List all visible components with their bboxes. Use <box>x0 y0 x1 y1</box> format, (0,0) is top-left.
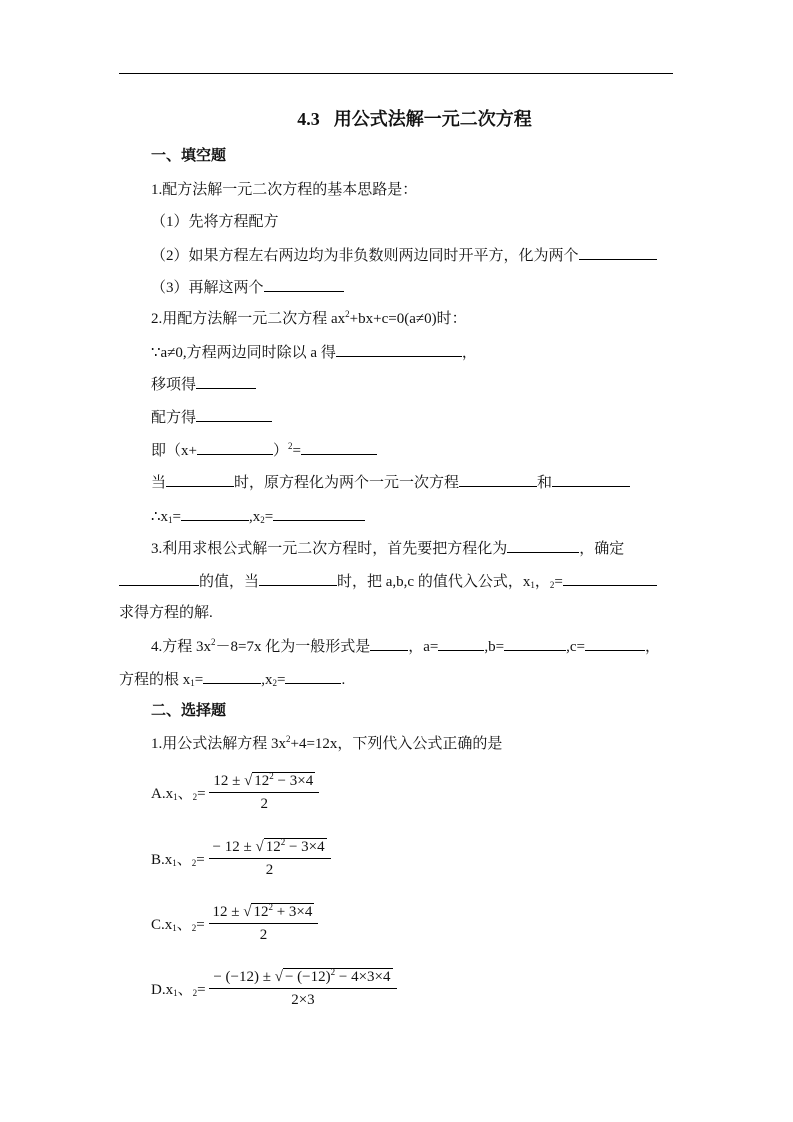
q2-line5-text: 时，原方程化为两个一元一次方程 <box>234 475 460 491</box>
option-d-label: $D.x_1$、$_2$= <box>151 982 206 998</box>
q3-line2-text: 的值，当 <box>199 574 260 590</box>
page-title <box>0 105 793 131</box>
mc-q1-stem-text: +4=12x，下列代入公式正确的是 <box>290 736 503 752</box>
q2-line2-text: 移项得 <box>151 377 197 393</box>
q2-line6-text: ∴x <box>151 509 169 525</box>
answer-blank[interactable] <box>166 472 234 487</box>
q1-step1: （1）先将方程配方 <box>151 214 279 230</box>
superscript: 2 <box>286 734 291 744</box>
q3-line2-text: = <box>554 574 563 590</box>
q4-line2-text: = <box>194 672 204 688</box>
answer-blank[interactable] <box>264 277 344 292</box>
q1-step2-text: （2）如果方程左右两边均为非负数则两边同时开平方，化为两个 <box>151 248 579 264</box>
q2-line2 <box>151 374 256 395</box>
q2-line6 <box>151 506 365 527</box>
denominator: 2 <box>260 796 269 812</box>
option-d[interactable] <box>151 968 397 1009</box>
section-heading-multiple-choice: 二、选择题 <box>151 702 227 719</box>
q4-line2-text: ,x <box>261 672 273 688</box>
answer-blank[interactable] <box>585 636 645 651</box>
sqrt-icon: √ $12^2 - 3\times 4$ <box>244 771 314 789</box>
denominator: 2×3 <box>291 992 315 1008</box>
q2-line6-text: = <box>264 509 274 525</box>
sqrt-icon: √ − $(-12)^2 - 4\times 3\times 4$ <box>274 967 391 985</box>
answer-blank[interactable] <box>504 636 566 651</box>
q2-line3 <box>151 407 272 428</box>
q3-line1 <box>151 538 624 559</box>
subscript: 1 <box>530 580 535 590</box>
q1-step3 <box>151 277 344 298</box>
q4-line1 <box>151 636 660 657</box>
q3-line1-text: 3.利用求根公式解一元二次方程时，首先要把方程化为 <box>151 541 508 557</box>
subscript: 1 <box>168 515 173 525</box>
q2-line5-text: 和 <box>537 475 553 491</box>
option-b-label: $B.x_1$、$_2$= <box>151 852 205 868</box>
sqrt-icon: √ $12^2 + 3\times 4$ <box>243 902 313 920</box>
option-c-label: $C.x_1$、$_2$= <box>151 917 205 933</box>
denominator: 2 <box>259 927 268 943</box>
mc-q1-stem <box>151 734 502 754</box>
subscript: 2 <box>549 580 555 590</box>
q2-line1-text: ∵a≠0,方程两边同时除以 a 得 <box>151 345 336 361</box>
punctuation: ， <box>461 345 477 361</box>
answer-blank[interactable] <box>259 571 337 586</box>
answer-blank[interactable] <box>459 472 537 487</box>
q4-line1-text: ，a= <box>408 639 439 655</box>
answer-blank[interactable] <box>301 440 377 455</box>
q3-line2-text: 时，把 a,b,c 的值代入公式，x <box>337 574 531 590</box>
option-a[interactable] <box>151 772 319 813</box>
superscript: 2 <box>287 441 293 451</box>
answer-blank[interactable] <box>196 374 256 389</box>
answer-blank[interactable] <box>552 472 630 487</box>
answer-blank[interactable] <box>370 636 408 651</box>
q3-line2 <box>119 571 657 592</box>
answer-blank[interactable] <box>507 538 579 553</box>
punctuation: . <box>341 672 346 688</box>
numerator: 12 ± √ $12^2 + 3\times 4$ <box>209 903 319 924</box>
answer-blank[interactable] <box>438 636 484 651</box>
punctuation: ， <box>644 639 660 655</box>
q2-line4 <box>151 440 377 461</box>
subscript: 2 <box>260 515 265 525</box>
option-b-formula <box>209 838 331 879</box>
section-number: 4.3 <box>297 109 320 129</box>
answer-blank[interactable] <box>336 342 462 357</box>
answer-blank[interactable] <box>197 440 273 455</box>
q1-stem: 1.配方法解一元二次方程的基本思路是： <box>151 182 418 198</box>
option-d-formula <box>209 968 396 1009</box>
q4-line2-text: 方程的根 x <box>119 672 191 688</box>
mc-q1-stem-text: 1.用公式法解方程 3x <box>151 736 287 752</box>
option-a-label: $A.x_1$、$_2$= <box>151 786 206 802</box>
option-a-formula <box>209 772 319 813</box>
answer-blank[interactable] <box>119 571 199 586</box>
superscript: 2 <box>211 637 216 647</box>
answer-blank[interactable] <box>285 669 341 684</box>
numerator: 12 ± √ $12^2 - 3\times 4$ <box>209 772 319 793</box>
answer-blank[interactable] <box>579 245 657 260</box>
subscript: 2 <box>272 678 277 688</box>
answer-blank[interactable] <box>181 506 249 521</box>
q3-line3: 求得方程的解. <box>119 605 213 621</box>
q4-line1-text: ,b= <box>484 639 505 655</box>
q4-line2-text: = <box>276 672 286 688</box>
sqrt-icon: √ $12^2 - 3\times 4$ <box>255 837 325 855</box>
q2-line4-text: = <box>292 443 301 459</box>
answer-blank[interactable] <box>196 407 272 422</box>
section-heading-fill-in: 一、填空题 <box>151 147 227 164</box>
denominator: 2 <box>265 862 274 878</box>
q4-line1-text: ,c= <box>566 639 585 655</box>
answer-blank[interactable] <box>203 669 261 684</box>
q2-line4-text: 即（x+ <box>151 443 197 459</box>
q4-line1-text: 4.方程 3x <box>151 639 212 655</box>
q2-line1 <box>151 342 477 363</box>
header-rule <box>119 73 673 74</box>
q2-line5-text: 当 <box>151 475 167 491</box>
title-text: 用公式法解一元二次方程 <box>333 109 532 129</box>
q2-stem-text: +bx+c=0(a≠0)时： <box>349 311 467 327</box>
option-b[interactable] <box>151 838 331 879</box>
q3-line2-text: ， <box>534 574 550 590</box>
answer-blank[interactable] <box>273 506 365 521</box>
q4-line2 <box>119 669 345 690</box>
option-c[interactable] <box>151 903 318 944</box>
q1-step2 <box>151 245 657 266</box>
q2-line6-text: ,x <box>249 509 261 525</box>
q1-step3-text: （3）再解这两个 <box>151 280 264 296</box>
q2-stem-text: 2.用配方法解一元二次方程 ax <box>151 311 346 327</box>
q4-line1-text: －8=7x 化为一般形式是 <box>215 639 371 655</box>
q2-line6-text: = <box>172 509 182 525</box>
numerator: − 12 ± √ $12^2 - 3\times 4$ <box>209 838 331 859</box>
subscript: 1 <box>190 678 195 688</box>
q2-line3-text: 配方得 <box>151 410 197 426</box>
answer-blank[interactable] <box>563 571 657 586</box>
q3-line1-text: ，确定 <box>579 541 625 557</box>
superscript: 2 <box>345 309 350 319</box>
q2-stem <box>151 309 467 329</box>
numerator: − (−12) ± √ − $(-12)^2 - 4\times 3\times 4$ <box>209 968 396 989</box>
q2-line4-text: ） <box>272 443 288 459</box>
q2-line5 <box>151 472 630 493</box>
option-c-formula <box>209 903 319 944</box>
